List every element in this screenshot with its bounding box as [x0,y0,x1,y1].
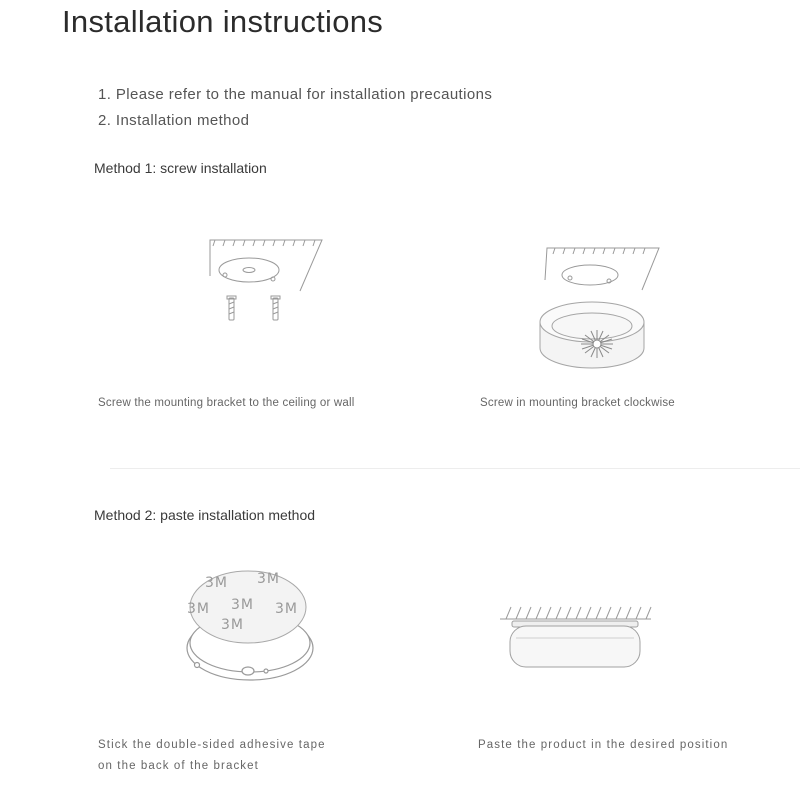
tape-label: 3M [231,597,254,613]
adhesive-tape-bracket-icon [183,565,318,690]
section-divider [110,468,800,469]
step-1: 1. Please refer to the manual for installation precautions [98,86,493,103]
device-on-ceiling-bracket-icon [537,240,672,375]
step-2: 2. Installation method [98,112,250,129]
tape-label: 3M [221,617,244,633]
method-2-heading: Method 2: paste installation method [94,507,316,523]
tape-label: 3M [205,575,228,591]
method-1-heading: Method 1: screw installation [94,160,267,176]
figure-caption: Paste the product in the desired position [478,739,729,751]
figure-caption-line-1: Stick the double-sided adhesive tape [98,739,326,751]
tape-label: 3M [187,601,210,617]
figure-caption-line-2: on the back of the bracket [98,760,259,772]
tape-label: 3M [275,601,298,617]
ceiling-bracket-screws-icon [195,236,330,331]
page-title: Installation instructions [62,4,384,39]
tape-label: 3M [257,571,280,587]
figure-caption: Screw the mounting bracket to the ceiling or wall [98,397,355,409]
figure-caption: Screw in mounting bracket clockwise [480,397,675,409]
device-on-ceiling-side-icon [498,604,653,670]
